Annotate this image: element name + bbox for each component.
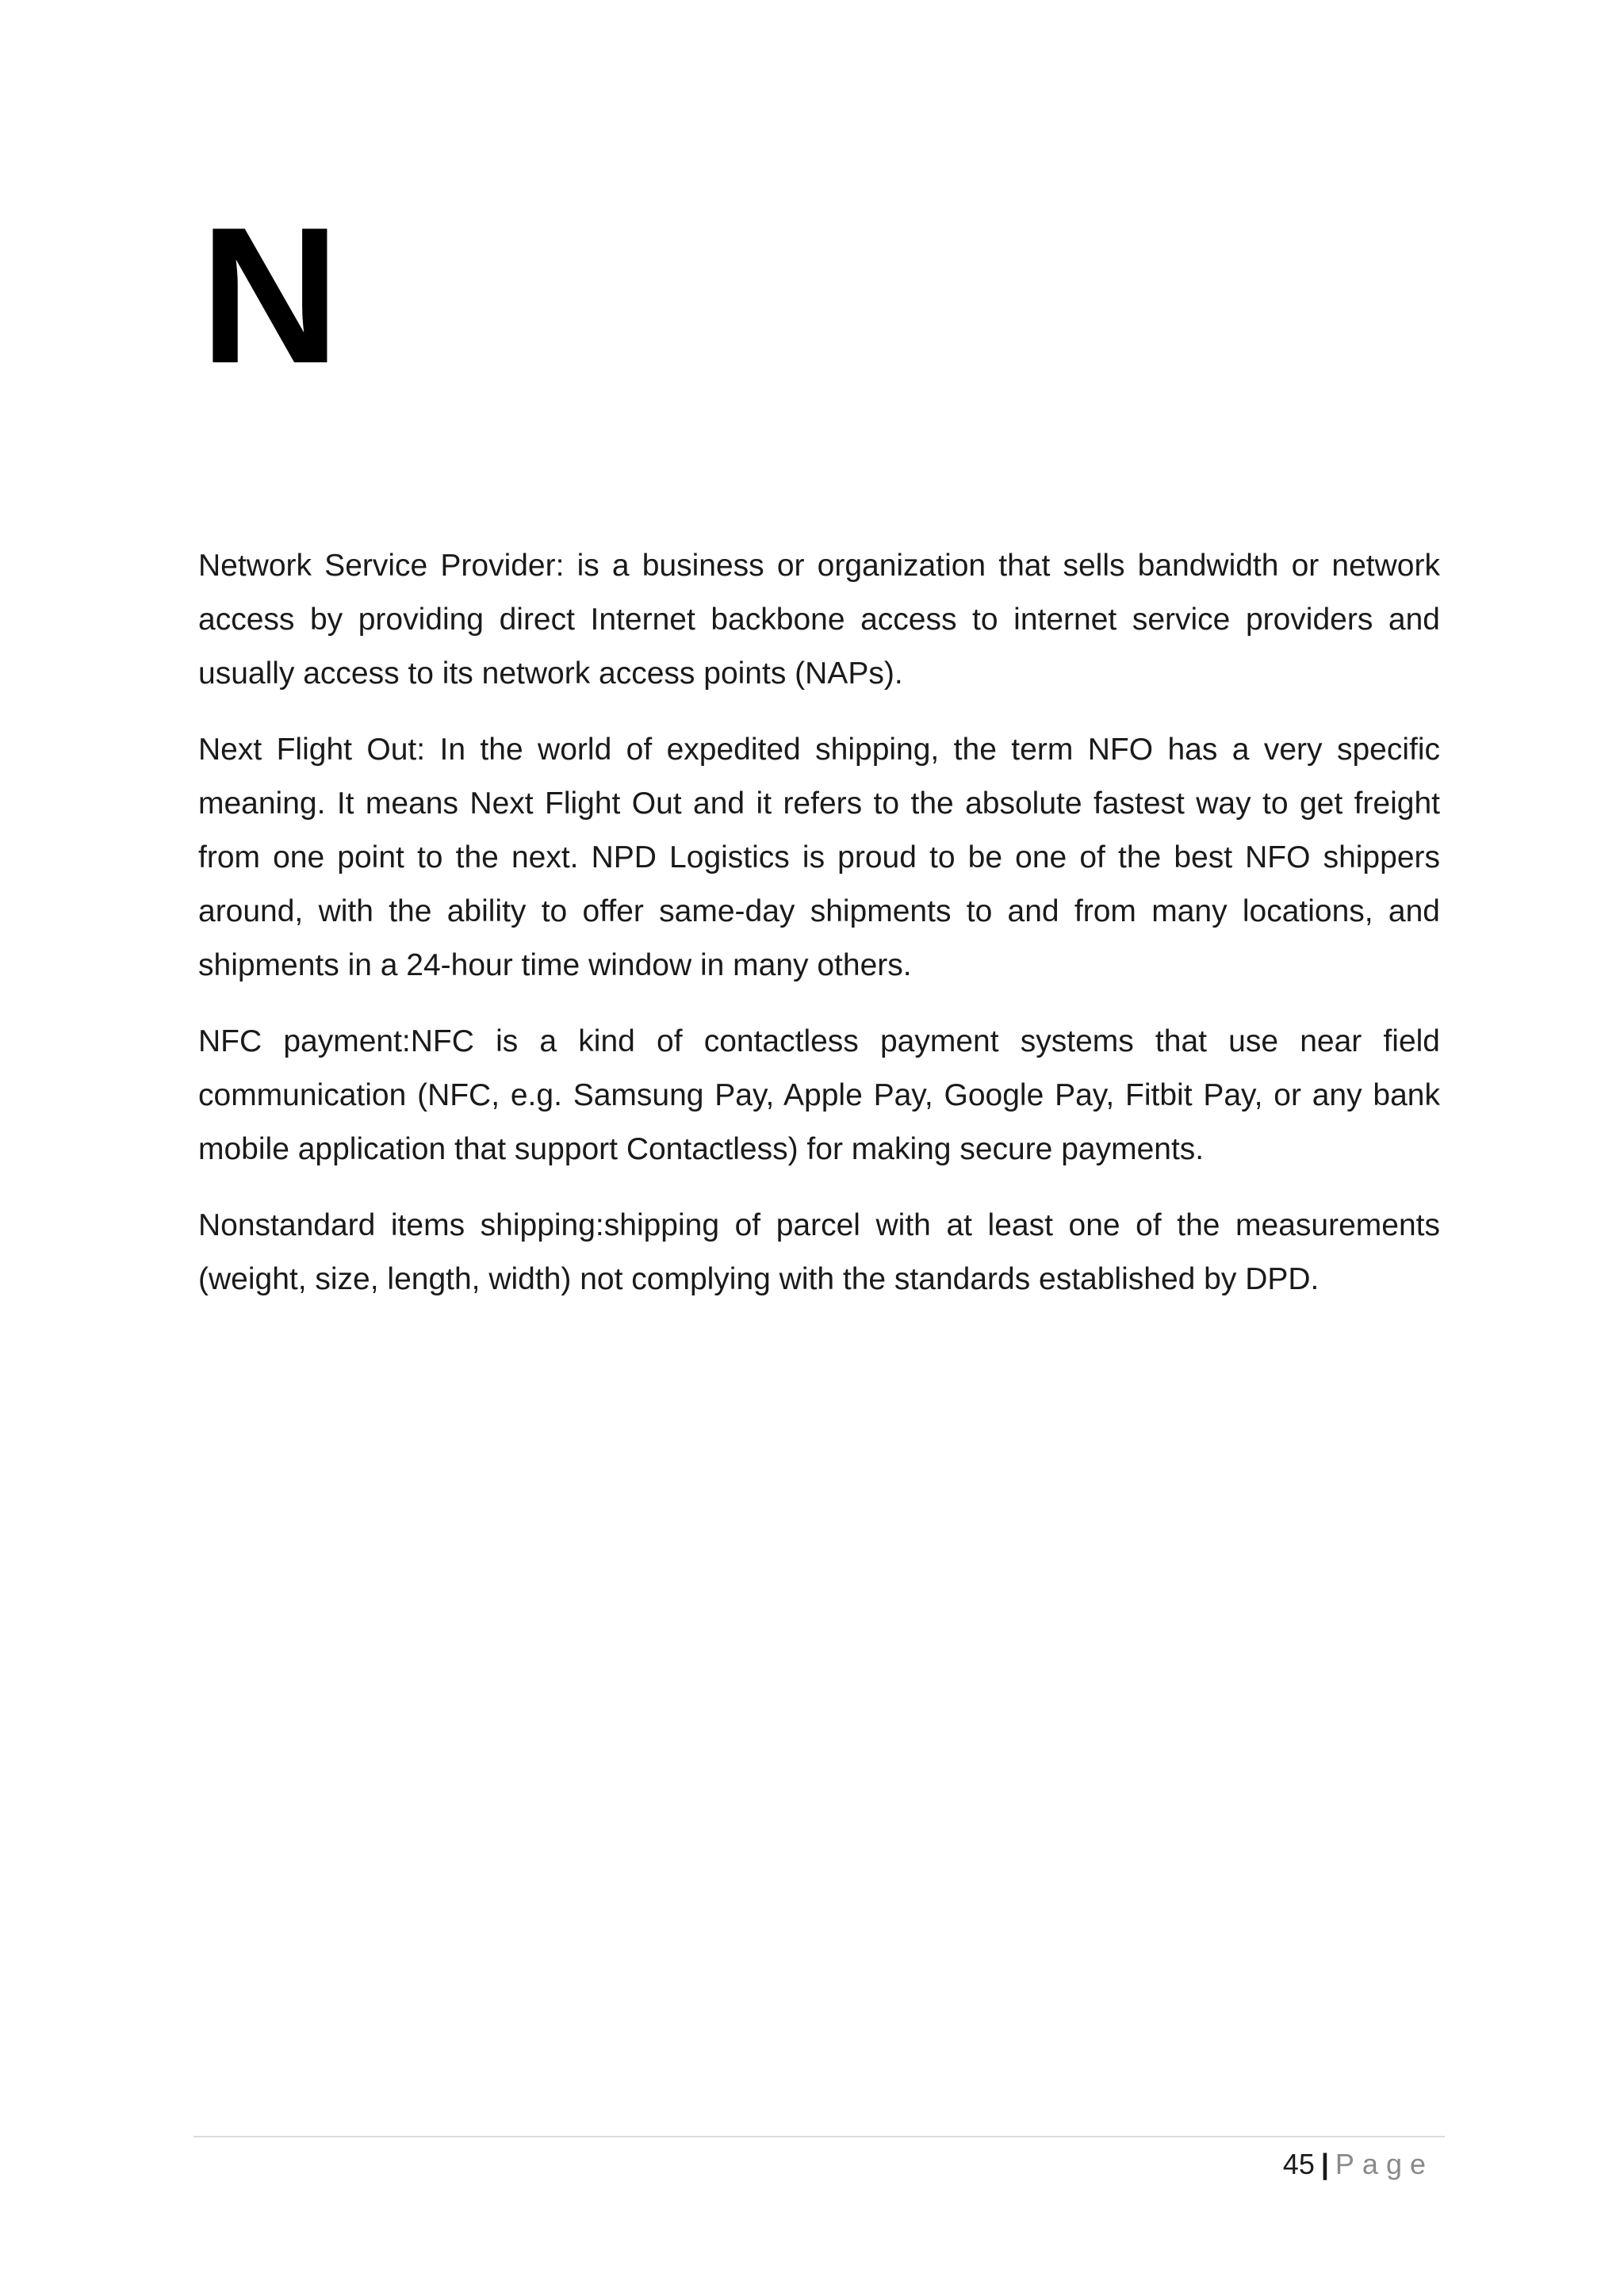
glossary-entry-nonstandard-items-shipping: Nonstandard items shipping:shipping of parcel with at least one of the measurements (weight, size, length, width) not complying with the standards established by DPD. <box>198 1208 1440 1296</box>
glossary-entry-next-flight-out: Next Flight Out: In the world of expedited shipping, the term NFO has a very specific meaning. It means Next Flight Out and it refers to the absolute fastest way to get freight from one point to the next. NPD Logistics is proud to be one of the best NFO shippers around, with the ability to offer same-day shipments to and from many locations, and shipments in a 24-hour time window in many others. <box>198 733 1440 982</box>
glossary-entry-network-service-provider: Network Service Provider: is a business or organization that sells bandwidth or network access by providing direct Internet backbone access to internet service providers and usually access to its network access points (NAPs). <box>198 549 1440 691</box>
page-number: 45 <box>1282 2148 1315 2180</box>
footer-divider <box>193 2136 1445 2137</box>
footer-separator: | <box>1320 2148 1329 2180</box>
page-label: Page <box>1335 2148 1434 2180</box>
glossary-entries <box>198 539 1440 1329</box>
glossary-entry-nfc-payment: NFC payment:NFC is a kind of contactless payment systems that use near field communication (NFC, e.g. Samsung Pay, Apple Pay, Google Pay, Fitbit Pay, or any bank mobile application that support Contactless) for making secure payments. <box>198 1024 1440 1166</box>
section-letter-heading: N <box>200 186 340 404</box>
page-footer <box>1283 2141 1434 2188</box>
